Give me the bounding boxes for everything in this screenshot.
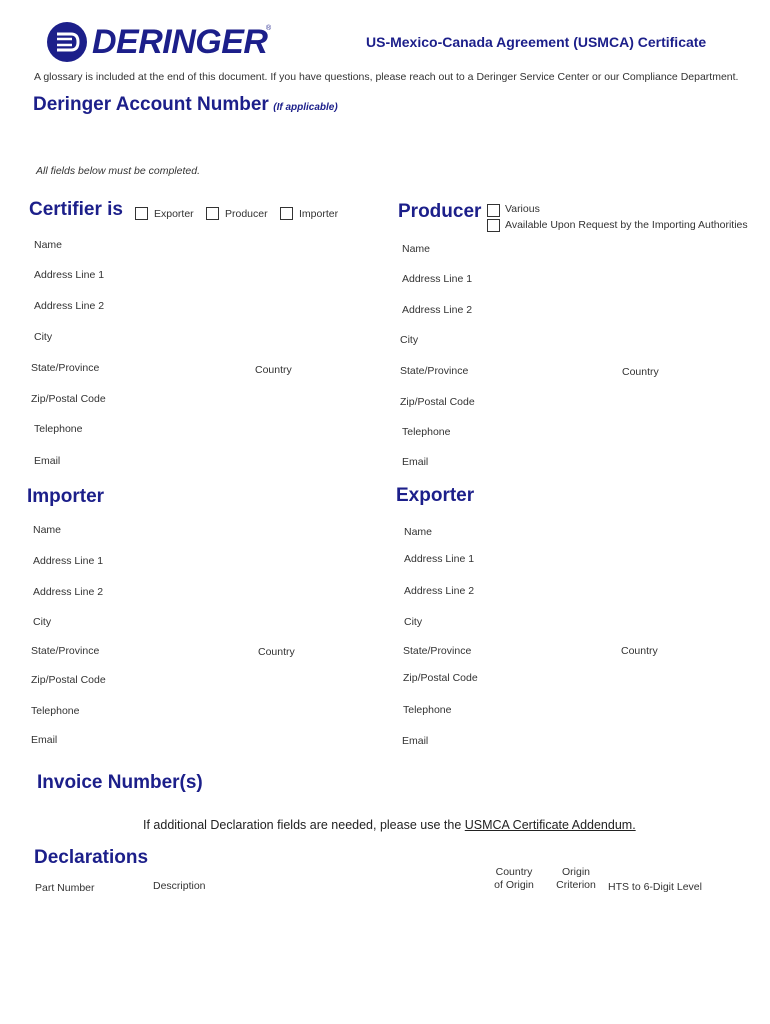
producer-name-label: Name xyxy=(402,243,431,255)
producer-state-label: State/Province xyxy=(400,365,469,377)
country-of-origin-line2: of Origin xyxy=(494,879,534,891)
fields-required-note: All fields below must be completed. xyxy=(36,165,200,177)
origin-criterion-line1: Origin xyxy=(561,866,590,878)
certifier-importer-checkbox[interactable] xyxy=(280,207,293,220)
producer-heading: Producer xyxy=(398,201,482,222)
importer-phone-label: Telephone xyxy=(31,705,80,717)
account-number-title: Deringer Account Number xyxy=(33,94,269,115)
importer-city-label: City xyxy=(33,616,52,628)
addendum-link[interactable]: USMCA Certificate Addendum. xyxy=(464,818,636,832)
certifier-address2-label: Address Line 2 xyxy=(34,300,105,312)
producer-various-label: Various xyxy=(505,203,540,215)
exporter-country-label: Country xyxy=(621,645,658,657)
hts-column-header: HTS to 6-Digit Level xyxy=(608,881,702,893)
producer-email-label: Email xyxy=(402,456,429,468)
certifier-zip-label: Zip/Postal Code xyxy=(31,393,106,405)
description-column-header: Description xyxy=(153,880,206,892)
producer-address2-label: Address Line 2 xyxy=(402,304,473,316)
importer-zip-label: Zip/Postal Code xyxy=(31,674,106,686)
producer-address1-label: Address Line 1 xyxy=(402,273,473,285)
importer-heading: Importer xyxy=(27,486,105,507)
deringer-wordmark: DERINGER xyxy=(92,23,268,61)
importer-country-label: Country xyxy=(258,646,295,658)
deringer-logo-mark-icon xyxy=(46,21,88,63)
certifier-exporter-checkbox[interactable] xyxy=(135,207,148,220)
deringer-logo xyxy=(46,21,276,63)
producer-country-label: Country xyxy=(622,366,659,378)
certifier-city-label: City xyxy=(34,331,53,343)
certifier-heading: Certifier is xyxy=(29,199,123,220)
exporter-address2-label: Address Line 2 xyxy=(404,585,475,597)
producer-various-checkbox[interactable] xyxy=(487,204,500,217)
producer-city-label: City xyxy=(400,334,419,346)
certifier-phone-label: Telephone xyxy=(34,423,83,435)
declarations-heading: Declarations xyxy=(34,847,149,868)
account-number-heading xyxy=(33,94,338,116)
exporter-phone-label: Telephone xyxy=(403,704,452,716)
certifier-importer-label: Importer xyxy=(299,208,339,220)
certifier-name-label: Name xyxy=(34,239,63,251)
part-number-column-header: Part Number xyxy=(35,882,95,894)
exporter-address1-label: Address Line 1 xyxy=(404,553,475,565)
importer-name-label: Name xyxy=(33,524,62,536)
importer-email-label: Email xyxy=(31,734,58,746)
producer-phone-label: Telephone xyxy=(402,426,451,438)
producer-available-upon-request-checkbox[interactable] xyxy=(487,219,500,232)
certifier-state-label: State/Province xyxy=(31,362,100,374)
origin-criterion-line2: Criterion xyxy=(556,879,596,891)
exporter-zip-label: Zip/Postal Code xyxy=(403,672,478,684)
certifier-producer-label: Producer xyxy=(225,208,268,220)
account-number-note: (If applicable) xyxy=(273,102,338,113)
certifier-producer-checkbox[interactable] xyxy=(206,207,219,220)
registered-mark: ® xyxy=(266,25,272,32)
exporter-city-label: City xyxy=(404,616,423,628)
document-title: US-Mexico-Canada Agreement (USMCA) Certificate xyxy=(366,34,707,50)
certifier-address1-label: Address Line 1 xyxy=(34,269,105,281)
producer-available-upon-request-label: Available Upon Request by the Importing Authorities xyxy=(505,219,748,231)
addendum-note-text: If additional Declaration fields are needed, please use the xyxy=(143,818,465,832)
exporter-heading: Exporter xyxy=(396,485,475,506)
importer-address2-label: Address Line 2 xyxy=(33,586,104,598)
addendum-note xyxy=(143,818,636,832)
producer-zip-label: Zip/Postal Code xyxy=(400,396,475,408)
exporter-email-label: Email xyxy=(402,735,429,747)
invoice-numbers-heading: Invoice Number(s) xyxy=(37,772,203,793)
country-of-origin-line1: Country xyxy=(495,866,533,878)
importer-address1-label: Address Line 1 xyxy=(33,555,104,567)
origin-criterion-column-header xyxy=(547,866,605,892)
importer-state-label: State/Province xyxy=(31,645,100,657)
certifier-country-label: Country xyxy=(255,364,292,376)
certifier-exporter-label: Exporter xyxy=(154,208,194,220)
certifier-email-label: Email xyxy=(34,455,61,467)
country-of-origin-column-header xyxy=(485,866,543,892)
exporter-state-label: State/Province xyxy=(403,645,472,657)
intro-text: A glossary is included at the end of this document. If you have questions, please reach out to a Deringer Service Center or our Compliance Department. xyxy=(34,71,739,83)
exporter-name-label: Name xyxy=(404,526,433,538)
